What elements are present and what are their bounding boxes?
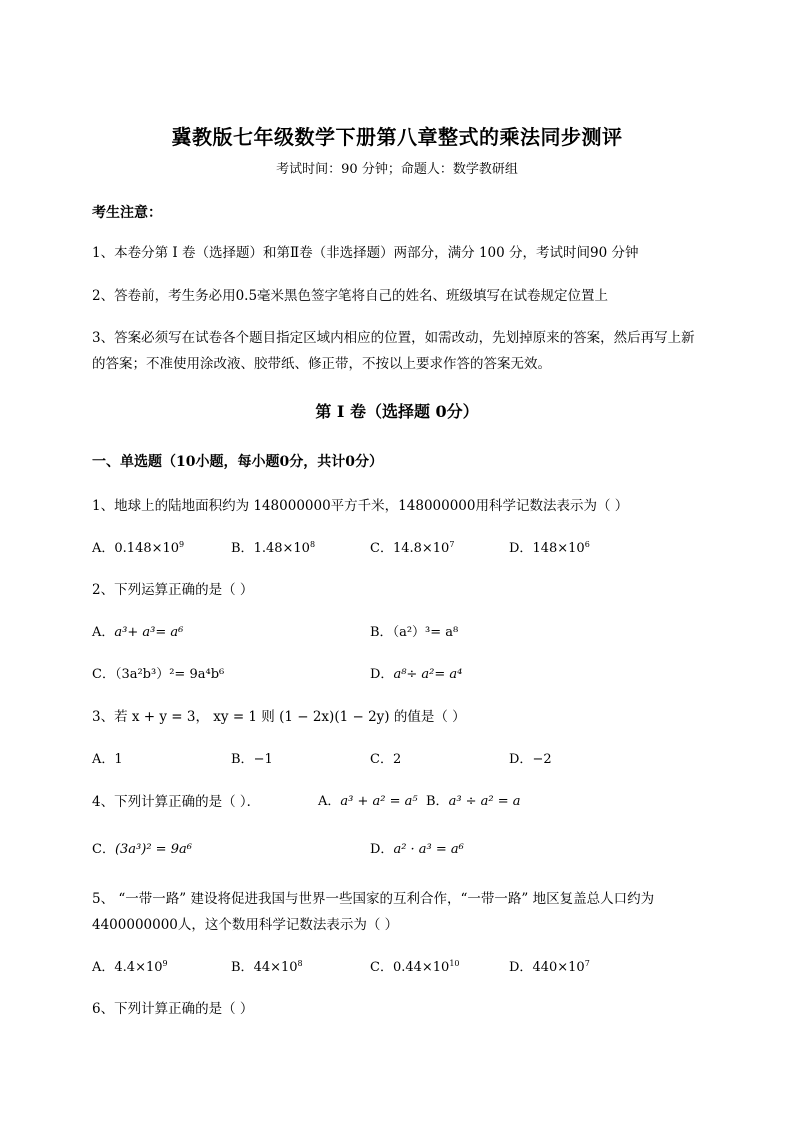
option-label: D． [509,541,533,556]
question-2-option-c[interactable] [92,663,224,682]
question-5-stem-line-2: 4400000000人，这个数用科学记数法表示为（ ） [92,917,399,933]
option-expression: （3a²b³）²= 9a⁴b⁶ [114,667,225,682]
option-label: D． [370,842,394,857]
option-label: B． [231,752,254,767]
option-label: C． [370,960,393,975]
question-2-option-b[interactable] [370,621,458,640]
option-exponent: 8 [297,959,303,968]
question-5-option-b[interactable] [231,956,303,975]
option-base: 440×10 [532,960,585,975]
option-expression: a³+ a³= a⁶ [114,625,184,640]
option-expression: （a²）³= a⁸ [392,625,459,640]
option-exponent: 6 [584,540,590,549]
option-exponent: 7 [584,959,590,968]
option-label: A． [92,752,115,767]
option-exponent: 9 [179,540,185,549]
question-1-option-a[interactable] [92,537,184,556]
section-title: 第 I 卷（选择题 0分） [315,402,479,421]
question-2-option-d[interactable] [370,663,462,682]
question-4-option-c[interactable] [92,838,192,857]
question-5-stem-line-1: 5、 “一带一路” 建设将促进我国与世界一些国家的互利合作，“一带一路” 地区复盖总人口约为 [92,891,655,907]
option-exponent: 10 [449,959,460,968]
question-3-option-c[interactable] [370,748,401,767]
option-label: B． [231,541,254,556]
option-expression: a² · a³ = a⁶ [393,842,464,857]
question-2-option-a[interactable] [92,621,183,640]
option-value: −2 [532,752,552,767]
question-3-option-a[interactable] [92,748,123,767]
option-label: C． [92,667,115,682]
option-label: A． [92,541,115,556]
question-1-option-d[interactable] [509,537,590,556]
question-2-stem: 2、下列运算正确的是（ ） [92,582,254,598]
notice-rule-3: 3、答案必须写在试卷各个题目指定区域内相应的位置，如需改动，先划掉原来的答案，然后再写上新 [92,330,695,346]
option-value: 2 [392,752,402,767]
question-3-option-b[interactable] [231,748,273,767]
option-base: 148×10 [532,541,585,556]
option-label: D． [509,960,533,975]
option-base: 14.8×10 [392,541,450,556]
notice-rule-1: 1、本卷分第 I 卷（选择题）和第Ⅱ卷（非选择题）两部分，满分 100 分，考试时间90 分钟 [92,245,639,261]
option-label: B． [231,960,254,975]
notice-heading: 考生注意： [92,205,162,221]
question-1-stem: 1、地球上的陆地面积约为 148000000平方千米，148000000用科学记数法表示为（ ） [92,498,629,514]
option-label: B． [370,625,393,640]
notice-rule-3-continued: 的答案；不准使用涂改液、胶带纸、修正带，不按以上要求作答的答案无效。 [92,356,551,372]
option-exponent: 8 [309,540,316,549]
option-value: −1 [253,752,273,767]
question-1-option-b[interactable] [231,537,315,556]
option-base: 1.48×10 [253,541,310,556]
option-base: 4.4×10 [114,960,163,975]
option-exponent: 7 [449,540,455,549]
question-1-option-c[interactable] [370,537,454,556]
option-expression: a³ ÷ a² = a [448,794,521,809]
option-value: 1 [114,752,123,767]
option-base: 0.44×10 [392,960,450,975]
question-4-option-b[interactable] [426,790,521,809]
option-label: B． [426,794,449,809]
question-4-option-a[interactable] [318,790,418,809]
option-label: C． [370,752,393,767]
option-expression: a⁸÷ a²= a⁴ [393,667,463,682]
option-label: A． [318,794,341,809]
question-5-option-d[interactable] [509,956,590,975]
question-5-option-a[interactable] [92,956,168,975]
question-4-option-d[interactable] [370,838,464,857]
question-4-stem: 4、下列计算正确的是（ ）． [92,794,261,810]
option-label: C． [92,842,115,857]
option-base: 44×10 [253,960,298,975]
option-base: 0.148×10 [114,541,180,556]
notice-rule-2: 2、答卷前，考生务必用0.5毫米黑色签字笔将自己的姓名、班级填写在试卷规定位置上 [92,288,609,304]
option-label: A． [92,960,115,975]
option-label: D． [370,667,394,682]
option-exponent: 9 [162,959,168,968]
question-3-option-d[interactable] [509,748,552,767]
option-expression: (3a³)² = 9a⁶ [114,842,192,857]
option-label: C． [370,541,393,556]
option-label: A． [92,625,115,640]
question-6-stem: 6、下列计算正确的是（ ） [92,1001,254,1017]
exam-subtitle: 考试时间：90 分钟；命题人：数学教研组 [276,162,518,177]
option-expression: a³ + a² = a⁵ [340,794,418,809]
question-5-option-c[interactable] [370,956,460,975]
exam-title: 冀教版七年级数学下册第八章整式的乘法同步测评 [171,125,623,149]
option-label: D． [509,752,533,767]
part-title: 一、单选题（10小题，每小题0分，共计0分） [92,454,383,470]
question-3-stem: 3、若 x + y = 3， xy = 1 则 (1 − 2x)(1 − 2y) 的值是（ ） [92,709,466,725]
